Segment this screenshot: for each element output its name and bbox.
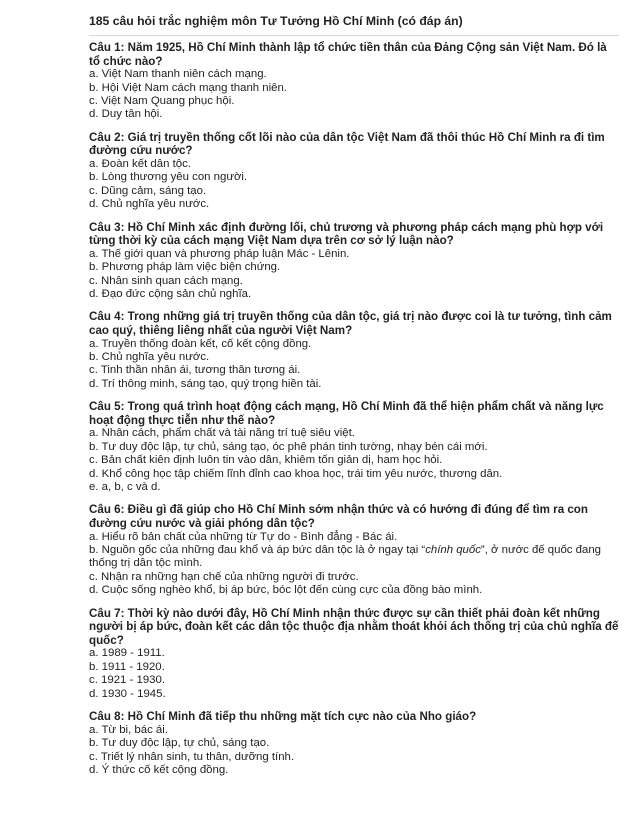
answer-option-c: c. Triết lý nhân sinh, tu thân, dưỡng tính. bbox=[89, 750, 295, 763]
answer-option-b: b. 1911 - 1920. bbox=[89, 660, 165, 673]
answer-option-e: e. a, b, c và d. bbox=[89, 481, 161, 494]
question-4 bbox=[89, 310, 619, 391]
option-b-tail: ”, ở nước đế quốc đang thống trị dân tộc mình. bbox=[89, 544, 602, 570]
document-title: 185 câu hỏi trắc nghiệm môn Tư Tưởng Hồ Chí Minh (có đáp án) bbox=[89, 14, 619, 36]
question-5 bbox=[89, 400, 619, 494]
answer-option-a: a. Thế giới quan và phương pháp luận Mác - Lênin. bbox=[89, 247, 350, 260]
answer-option-a: a. Đoàn kết dân tộc. bbox=[89, 158, 191, 170]
answer-option-c: c. Bản chất kiên định luôn tin vào dân, khiêm tốn giản dị, ham học hỏi. bbox=[89, 454, 443, 467]
question-7 bbox=[89, 607, 619, 701]
answer-option-c: c. Nhận ra những hạn chế của những người đi trước. bbox=[89, 570, 359, 583]
answer-option-a: a. Truyền thống đoàn kết, cố kết cộng đồng. bbox=[89, 337, 312, 350]
answer-option-b: b. Hội Việt Nam cách mạng thanh niên. bbox=[89, 81, 287, 94]
question-text: Câu 6: Điều gì đã giúp cho Hồ Chí Minh sớm nhận thức và có hướng đi đúng để tìm ra con đường cứu nước và giải phóng dân tộc? bbox=[89, 503, 588, 531]
option-b-lead: b. Nguồn gốc của những đau khổ và áp bức dân tộc là ở ngay tại “ bbox=[89, 544, 426, 557]
answer-option-c: c. Dũng cảm, sáng tạo. bbox=[89, 184, 207, 197]
answer-option-b: b. Lòng thương yêu con người. bbox=[89, 171, 248, 184]
answer-option-c: c. 1921 - 1930. bbox=[89, 674, 165, 687]
question-2 bbox=[89, 131, 619, 212]
answer-option-a: a. Nhân cách, phẩm chất và tài năng trí tuệ siêu việt. bbox=[89, 427, 355, 440]
question-8 bbox=[89, 710, 619, 777]
question-text: Câu 7: Thời kỳ nào dưới đây, Hồ Chí Minh nhận thức được sự cần thiết phải đoàn kết những người bị áp bức, đoàn kết các dân tộc thuộc địa nhằm thoát khỏi ách thống trị của chủ nghĩa đế quốc? bbox=[89, 606, 619, 647]
answer-option-b: b. Tư duy độc lập, tự chủ, sáng tạo. bbox=[89, 737, 270, 750]
question-text: Câu 2: Giá trị truyền thống cốt lõi nào của dân tộc Việt Nam đã thôi thúc Hồ Chí Minh ra đi tìm đường cứu nước? bbox=[89, 130, 605, 158]
answer-option-d: d. Ý thức cố kết cộng đồng. bbox=[89, 763, 229, 776]
answer-option-b: b. Chủ nghĩa yêu nước. bbox=[89, 351, 210, 364]
option-b-italic-term: chính quốc bbox=[425, 544, 481, 557]
answer-option-c: c. Nhân sinh quan cách mạng. bbox=[89, 274, 243, 287]
answer-option-a: a. 1989 - 1911. bbox=[89, 647, 165, 660]
answer-option-c: c. Tinh thần nhân ái, tương thân tương ái. bbox=[89, 364, 301, 377]
answer-option-d: d. Khổ công học tập chiếm lĩnh đỉnh cao khoa học, trái tim yêu nước, thương dân. bbox=[89, 467, 503, 480]
answer-option-b: b. Tư duy độc lập, tự chủ, sáng tạo, óc phê phán tinh tường, nhạy bén cái mới. bbox=[89, 440, 488, 453]
question-text: Câu 4: Trong những giá trị truyền thống của dân tộc, giá trị nào được coi là tư tưởng, tình cảm cao quý, thiêng liêng nhất của người Việt Nam? bbox=[89, 310, 612, 338]
question-1 bbox=[89, 41, 619, 122]
answer-option-d: d. Chủ nghĩa yêu nước. bbox=[89, 198, 210, 211]
answer-option-d: d. Đạo đức cộng sản chủ nghĩa. bbox=[89, 288, 252, 301]
answer-option-a: a. Hiểu rõ bản chất của những từ Tự do - Bình đẳng - Bác ái. bbox=[89, 530, 398, 543]
question-text: Câu 8: Hồ Chí Minh đã tiếp thu những mặt tích cực nào của Nho giáo? bbox=[89, 710, 477, 724]
question-6 bbox=[89, 503, 619, 597]
answer-option-d: d. 1930 - 1945. bbox=[89, 687, 166, 700]
answer-option-c: c. Việt Nam Quang phục hội. bbox=[89, 95, 235, 107]
answer-option-d: d. Cuộc sống nghèo khổ, bị áp bức, bóc lột đến cùng cực của đồng bào mình. bbox=[89, 584, 483, 597]
answer-option-a: a. Việt Nam thanh niên cách mạng. bbox=[89, 68, 267, 81]
question-text: Câu 3: Hồ Chí Minh xác định đường lối, chủ trương và phương pháp cách mạng phù hợp với từng thời kỳ của cách mạng Việt Nam dựa trên cơ sở lý luận nào? bbox=[89, 220, 604, 248]
answer-option-d: d. Trí thông minh, sáng tạo, quý trọng hiền tài. bbox=[89, 377, 322, 390]
answer-option-b bbox=[89, 544, 619, 571]
question-3 bbox=[89, 221, 619, 302]
question-text: Câu 5: Trong quá trình hoạt động cách mạng, Hồ Chí Minh đã thể hiện phẩm chất và năng lực hoạt động thực tiễn như thế nào? bbox=[89, 400, 604, 427]
question-text: Câu 1: Năm 1925, Hồ Chí Minh thành lập tổ chức tiền thân của Đảng Cộng sản Việt Nam. Đó là tổ chức nào? bbox=[89, 41, 607, 68]
answer-option-b: b. Phương pháp làm việc biện chứng. bbox=[89, 261, 281, 274]
document-page bbox=[89, 14, 619, 786]
answer-option-d: d. Duy tân hội. bbox=[89, 108, 163, 121]
answer-option-a: a. Từ bi, bác ái. bbox=[89, 723, 168, 736]
